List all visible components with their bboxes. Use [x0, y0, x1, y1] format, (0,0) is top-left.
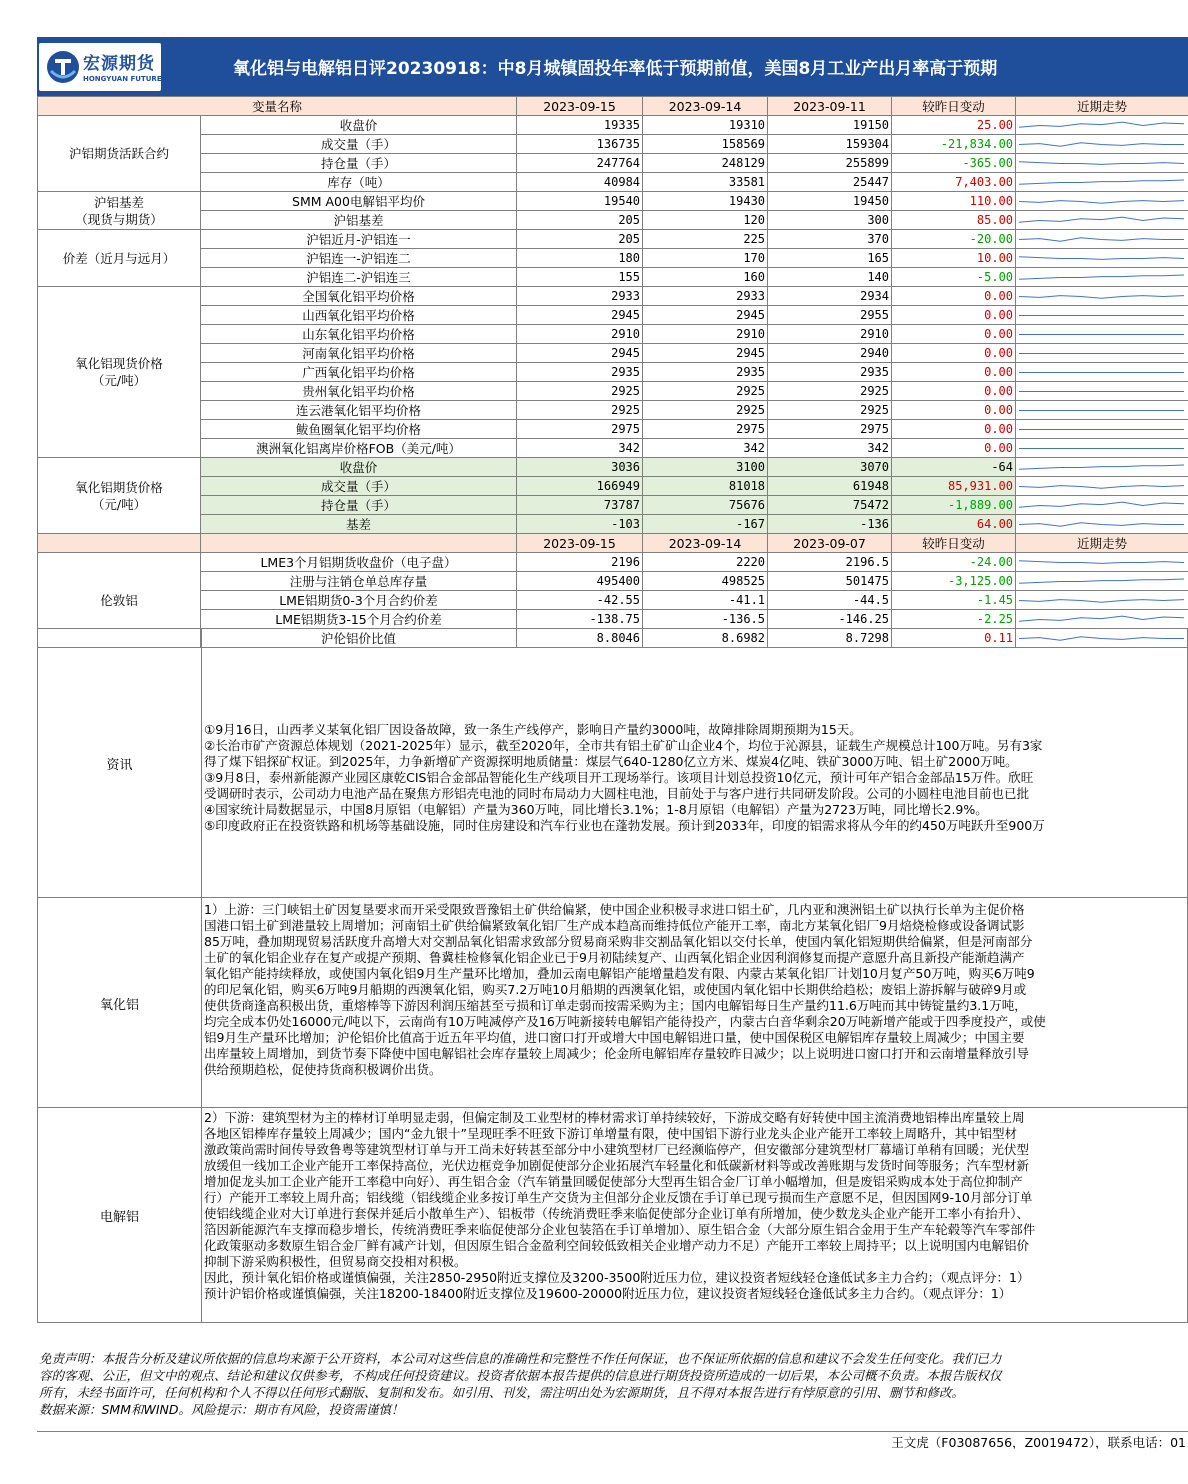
- news-text: [204, 722, 1187, 834]
- sparkline-icon: [1016, 516, 1187, 533]
- company-logo: [39, 43, 167, 91]
- trend-sparkline: [1016, 211, 1188, 230]
- daily-change: 64.00: [892, 515, 1016, 534]
- variable-name: 山东氧化铝平均价格: [201, 325, 517, 344]
- category-cell: [38, 287, 201, 458]
- text-line: ⑤印度政府正在投资铁路和机场等基础设施，同时住房建设和汽车行业也在蓬勃发展。预计到2033年，印度的铝需求将从今年的约450万吨跃升至900万: [204, 818, 1045, 833]
- text-line: ②长治市矿产资源总体规划（2021-2025年）显示，截至2020年，全市共有铝土矿矿山企业4个，均位于沁源县，证载生产规模总计100万吨。另有3家: [204, 738, 1043, 753]
- variable-name: 沪铝连一-沪铝连二: [201, 249, 517, 268]
- category-label: 价差（近月与远月）: [62, 250, 176, 266]
- report-page: [37, 37, 1188, 1449]
- trend-sparkline: [1016, 420, 1188, 439]
- table-row: [38, 154, 1188, 173]
- trend-sparkline: [1016, 154, 1188, 173]
- value-earlier: 140: [768, 268, 892, 287]
- sparkline-icon: [1016, 611, 1187, 628]
- value-earlier: 255899: [768, 154, 892, 173]
- variable-name: 收盘价: [201, 116, 517, 135]
- variable-name: 成交量（手）: [201, 135, 517, 154]
- news-label: 资讯: [38, 629, 202, 897]
- trend-sparkline: [1016, 382, 1188, 401]
- value-current: 2945: [517, 306, 643, 325]
- value-previous: 225: [643, 230, 768, 249]
- value-current: 40984: [517, 173, 643, 192]
- sparkline-icon: [1016, 117, 1187, 134]
- table-row: [38, 515, 1188, 534]
- logo-chinese-name: 宏源期货: [83, 54, 155, 74]
- variable-name: 沪伦铝价比值: [201, 629, 517, 648]
- value-previous: 120: [643, 211, 768, 230]
- text-line: 激政策尚需时间传导致鲁粤等建筑型材订单与开工尚未好转甚至部分中小建筑型材厂已经濒临停产，但安徽部分建筑型材厂幕墙订单稍有回暖；光伏型: [204, 1142, 1030, 1157]
- sparkline-icon: [1016, 136, 1187, 153]
- value-earlier: 19450: [768, 192, 892, 211]
- sparkline-icon: [1016, 250, 1187, 267]
- text-line: 受调研时表示，公司动力电池产品在聚焦方形铝壳电池的同时布局动力大圆柱电池，目前处于与客户进行共同研发阶段。公司的小圆柱电池目前也已批: [204, 786, 1030, 801]
- table-row: [38, 591, 1188, 610]
- trend-sparkline: [1016, 306, 1188, 325]
- text-line: 使铝线缆企业对大订单进行套保并延后小散单生产）、铝板带（传统消费旺季来临促使部分企业订单有所增加，使少数龙头企业产能开工率小有抬升）、: [204, 1206, 1030, 1221]
- sparkline-icon: [1016, 421, 1187, 438]
- value-previous: 2945: [643, 306, 768, 325]
- value-earlier: -146.25: [768, 610, 892, 629]
- table-row: [38, 173, 1188, 192]
- value-current: 19335: [517, 116, 643, 135]
- variable-name: 成交量（手）: [201, 477, 517, 496]
- table-row: [38, 344, 1188, 363]
- value-current: 2925: [517, 382, 643, 401]
- daily-change: -1,889.00: [892, 496, 1016, 515]
- text-line: 因此，预计氧化铝价格或谨慎偏强，关注2850-2950附近支撑位及3200-3500附近压力位，建议投资者短线轻仓逢低试多主力合约；（观点评分：1）: [204, 1270, 1030, 1285]
- category-cell: [38, 230, 201, 287]
- value-current: 342: [517, 439, 643, 458]
- daily-change: -64: [892, 458, 1016, 477]
- value-current: 2925: [517, 401, 643, 420]
- table-row: [38, 287, 1188, 306]
- trend-sparkline: [1016, 572, 1188, 591]
- text-line: 供给预期趋松，促使持货商积极调价出货。: [204, 1062, 442, 1077]
- value-earlier: 2910: [768, 325, 892, 344]
- table-row: [38, 230, 1188, 249]
- trend-sparkline: [1016, 401, 1188, 420]
- value-earlier: 2196.5: [768, 553, 892, 572]
- variable-name: 山西氧化铝平均价格: [201, 306, 517, 325]
- value-current: 247764: [517, 154, 643, 173]
- text-line: ①9月16日，山西孝义某氧化铝厂因设备故障，致一条生产线停产，影响日产量约3000吨，故障排除周期预期为15天。: [204, 722, 862, 737]
- value-current: 3036: [517, 458, 643, 477]
- value-current: 19540: [517, 192, 643, 211]
- table-row: [38, 116, 1188, 135]
- text-line: 预计沪铝价格或谨慎偏强，关注18200-18400附近支撑位及19600-20000附近压力位，建议投资者短线轻仓逢低试多主力合约。（观点评分：1）: [204, 1286, 1012, 1301]
- trend-sparkline: [1016, 439, 1188, 458]
- value-current: 2933: [517, 287, 643, 306]
- daily-change: -365.00: [892, 154, 1016, 173]
- sparkline-icon: [1016, 307, 1187, 324]
- trend-sparkline: [1016, 344, 1188, 363]
- table-row: [38, 477, 1188, 496]
- category-label: 氧化铝现货价格: [75, 356, 163, 371]
- text-line: 土矿的氧化铝企业存在复产或提产预期、鲁冀桂检修氧化铝企业已于9月初陆续复产、山西氧化铝企业因利润修复而提产意愿升高且新投产能渐趋满产: [204, 950, 1025, 965]
- text-line: 铝9月生产量环比增加；沪伦铝价比值高于近五年平均值，进口窗口打开或增大中国电解铝进口量，使中国保税区电解铝库存量较上周减少；中国主要: [204, 1030, 1025, 1045]
- text-line: 放缓但一线加工企业产能开工率保持高位，光伏边框竞争加剧促使部分企业拓展汽车轻量化和低碳新材料等或改善账期与发货时间等服务；汽车型材新: [204, 1158, 1030, 1173]
- table-row: [38, 610, 1188, 629]
- sparkline-icon: [1016, 459, 1187, 476]
- hongyuan-logo-icon: [45, 49, 81, 85]
- value-previous: 2975: [643, 420, 768, 439]
- text-line: 免责声明：本报告分析及建议所依据的信息均来源于公开资料，本公司对这些信息的准确性和完整性不作任何保证，也不保证所依据的信息和建议不会发生任何变化。我们已力: [39, 1351, 1002, 1366]
- trend-sparkline: [1016, 496, 1188, 515]
- text-line: 2）下游：建筑型材为主的棒材订单明显走弱，但偏定制及工业型材的棒材需求订单持续较好，下游成交略有好转使中国主流消费地铝棒出库量较上周: [204, 1110, 1025, 1125]
- news-section: [37, 628, 1188, 898]
- table-row: [38, 553, 1188, 572]
- trend-sparkline: [1016, 249, 1188, 268]
- daily-change: 0.00: [892, 420, 1016, 439]
- value-earlier: 159304: [768, 135, 892, 154]
- variable-name: 沪铝近月-沪铝连一: [201, 230, 517, 249]
- value-current: 166949: [517, 477, 643, 496]
- table-row: [38, 249, 1188, 268]
- sparkline-icon: [1016, 383, 1187, 400]
- daily-change: 0.00: [892, 382, 1016, 401]
- variable-name: 持仓量（手）: [201, 154, 517, 173]
- value-previous: -136.5: [643, 610, 768, 629]
- variable-name: 注册与注销仓单总库存量: [201, 572, 517, 591]
- variable-name: 贵州氧化铝平均价格: [201, 382, 517, 401]
- daily-change: -3,125.00: [892, 572, 1016, 591]
- text-line: 所有，未经书面许可，任何机构和个人不得以任何形式翻版、复制和发布。如引用、刊发，需注明出处为宏源期货，且不得对本报告进行有悖原意的引用、删节和修改。: [39, 1385, 965, 1400]
- trend-sparkline: [1016, 192, 1188, 211]
- trend-sparkline: [1016, 515, 1188, 534]
- value-earlier: 2935: [768, 363, 892, 382]
- trend-sparkline: [1016, 458, 1188, 477]
- text-line: 出库量较上周增加，到货节奏下降使中国电解铝社会库存量较上周减少；伦金所电解铝库存量较昨日减少；以上说明进口窗口打开和云南增量释放引导: [204, 1046, 1030, 1061]
- value-earlier: 2925: [768, 382, 892, 401]
- text-line: ③9月8日，泰州新能源产业园区康乾CIS铝合金部品智能化生产线项目开工现场举行。该项目计划总投资10亿元，预计可年产铝合金部品15万件。欣旺: [204, 770, 1034, 785]
- value-previous: 3100: [643, 458, 768, 477]
- value-previous: 2220: [643, 553, 768, 572]
- value-current: 495400: [517, 572, 643, 591]
- sparkline-icon: [1016, 497, 1187, 514]
- value-previous: 8.6982: [643, 629, 768, 648]
- sparkline-icon: [1016, 231, 1187, 248]
- value-previous: 170: [643, 249, 768, 268]
- value-earlier: 3070: [768, 458, 892, 477]
- col-header: 近期走势: [1016, 534, 1188, 553]
- col-header: 2023-09-07: [768, 534, 892, 553]
- text-line: 得了煤下铝探矿权证。到2025年，力争新增矿产资源探明地质储量：煤层气640-1280亿立方米、煤炭4亿吨、铁矿3000万吨、铝土矿2000万吨。: [204, 754, 1018, 769]
- daily-change: -1.45: [892, 591, 1016, 610]
- category-cell: [38, 116, 201, 192]
- category-label: （现货与期货）: [75, 211, 163, 227]
- trend-sparkline: [1016, 363, 1188, 382]
- col-header-variable: 变量名称: [38, 97, 517, 116]
- value-earlier: 2934: [768, 287, 892, 306]
- daily-change: 0.00: [892, 287, 1016, 306]
- daily-change: 0.00: [892, 306, 1016, 325]
- daily-change: -5.00: [892, 268, 1016, 287]
- sparkline-icon: [1016, 174, 1187, 191]
- daily-change: -21,834.00: [892, 135, 1016, 154]
- daily-change: -24.00: [892, 553, 1016, 572]
- daily-change: 0.00: [892, 363, 1016, 382]
- variable-name: 河南氧化铝平均价格: [201, 344, 517, 363]
- value-earlier: 300: [768, 211, 892, 230]
- table-row: [38, 363, 1188, 382]
- sparkline-icon: [1016, 345, 1187, 362]
- daily-change: 0.00: [892, 439, 1016, 458]
- report-title: 氧化铝与电解铝日评20230918：中8月城镇固投年率低于预期前值，美国8月工业产出月率高于预期: [233, 59, 998, 79]
- value-previous: 19310: [643, 116, 768, 135]
- variable-name: 库存（吨）: [201, 173, 517, 192]
- variable-name: 基差: [201, 515, 517, 534]
- table-row: [38, 420, 1188, 439]
- text-line: 85万吨，叠加期现贸易活跃度升高增大对交割品氧化铝需求致部分贸易商采购非交割品氧化铝以交付长单，使国内氧化铝短期供给偏紧，但是河南部分: [204, 934, 1033, 949]
- category-cell: [38, 458, 201, 534]
- col-header: 2023-09-15: [517, 534, 643, 553]
- value-earlier: 2975: [768, 420, 892, 439]
- trend-sparkline: [1016, 325, 1188, 344]
- col-header: 2023-09-15: [517, 97, 643, 116]
- sparkline-icon: [1016, 288, 1187, 305]
- sparkline-icon: [1016, 364, 1187, 381]
- report-header: [37, 37, 1188, 96]
- value-previous: 19430: [643, 192, 768, 211]
- daily-change: 7,403.00: [892, 173, 1016, 192]
- table-row: [38, 192, 1188, 211]
- disclaimer: [39, 1350, 1187, 1418]
- value-current: 2935: [517, 363, 643, 382]
- value-previous: -41.1: [643, 591, 768, 610]
- column-header-row: [38, 97, 1188, 116]
- column-header-row: [38, 534, 1188, 553]
- value-previous: -167: [643, 515, 768, 534]
- sparkline-icon: [1016, 592, 1187, 609]
- trend-sparkline: [1016, 116, 1188, 135]
- col-header: 2023-09-14: [643, 534, 768, 553]
- table-row: [38, 496, 1188, 515]
- daily-change: 0.11: [892, 629, 1016, 648]
- daily-change: 10.00: [892, 249, 1016, 268]
- table-row: [38, 572, 1188, 591]
- value-earlier: 2940: [768, 344, 892, 363]
- sparkline-icon: [1016, 554, 1187, 571]
- col-header-blank: [38, 534, 201, 553]
- category-cell: [38, 192, 201, 230]
- text-line: 数据来源：SMM和WIND。风险提示：期市有风险，投资需谨慎！: [39, 1402, 404, 1417]
- daily-change: 0.00: [892, 401, 1016, 420]
- text-line: 国港口铝土矿到港量较上周增加；河南铝土矿供给偏紧致氧化铝厂生产成本趋高而维持低位产能开工率，南北方某氧化铝厂9月焙烧检修或设备调试影: [204, 918, 1025, 933]
- value-earlier: 342: [768, 439, 892, 458]
- value-earlier: 25447: [768, 173, 892, 192]
- table-row: [38, 306, 1188, 325]
- daily-change: -2.25: [892, 610, 1016, 629]
- value-current: 205: [517, 211, 643, 230]
- variable-name: SMM A00电解铝平均价: [201, 192, 517, 211]
- variable-name: 广西氧化铝平均价格: [201, 363, 517, 382]
- variable-name: 澳洲氧化铝离岸价格FOB（美元/吨）: [201, 439, 517, 458]
- trend-sparkline: [1016, 591, 1188, 610]
- value-current: 136735: [517, 135, 643, 154]
- table-row: [38, 401, 1188, 420]
- variable-name: LME3个月铝期货收盘价（电子盘）: [201, 553, 517, 572]
- value-previous: 2935: [643, 363, 768, 382]
- divider: [37, 1431, 1188, 1432]
- daily-change: 0.00: [892, 325, 1016, 344]
- data-table-wrapper: [37, 96, 1188, 648]
- trend-sparkline: [1016, 477, 1188, 496]
- table-row: [38, 268, 1188, 287]
- sparkline-icon: [1016, 478, 1187, 495]
- daily-change: 0.00: [892, 344, 1016, 363]
- logo-english-name: HONGYUAN FUTURES: [83, 75, 167, 83]
- variable-name: 全国氧化铝平均价格: [201, 287, 517, 306]
- value-previous: 81018: [643, 477, 768, 496]
- table-row: [38, 458, 1188, 477]
- text-line: 1）上游：三门峡铝土矿因复垦要求而开采受限致晋豫铝土矿供给偏紧，使中国企业积极寻求进口铝土矿，几内亚和澳洲铝土矿以执行长单为主促价格: [204, 902, 1025, 917]
- daily-change: 25.00: [892, 116, 1016, 135]
- value-earlier: 165: [768, 249, 892, 268]
- variable-name: LME铝期货3-15个月合约价差: [201, 610, 517, 629]
- table-row: [38, 325, 1188, 344]
- text-line: 抑制下游采购积极性，但贸易商交投相对积极。: [204, 1254, 467, 1269]
- aluminium-label: 电解铝: [38, 1108, 202, 1322]
- table-row: [38, 211, 1188, 230]
- variable-name: 鲅鱼圈氧化铝平均价格: [201, 420, 517, 439]
- category-label: （元/吨）: [91, 373, 147, 388]
- category-label: 沪铝基差: [93, 194, 144, 210]
- daily-change: 85.00: [892, 211, 1016, 230]
- text-line: 使供货商逢高积极出货，重熔棒等下游因利润压缩甚至亏损和订单走弱而按需采购为主；国内电解铝每日生产量约11.6万吨而其中铸锭量约3.1万吨，: [204, 998, 1027, 1013]
- value-earlier: 61948: [768, 477, 892, 496]
- value-current: 73787: [517, 496, 643, 515]
- data-table: [37, 96, 1188, 648]
- alumina-label: 氧化铝: [38, 898, 202, 1108]
- value-earlier: 370: [768, 230, 892, 249]
- value-current: 2196: [517, 553, 643, 572]
- value-current: -138.75: [517, 610, 643, 629]
- value-current: -42.55: [517, 591, 643, 610]
- text-line: 的印尼氧化铝，购买6万吨9月船期的西澳氧化铝，购买7.2万吨10月船期的西澳氧化铝，或使国内氧化铝中长期供给趋松；废铝上游拆解与破碎9月或: [204, 982, 1027, 997]
- value-earlier: 2955: [768, 306, 892, 325]
- trend-sparkline: [1016, 553, 1188, 572]
- col-header: 较昨日变动: [892, 534, 1016, 553]
- value-previous: 75676: [643, 496, 768, 515]
- value-previous: 248129: [643, 154, 768, 173]
- value-current: 155: [517, 268, 643, 287]
- value-earlier: 2925: [768, 401, 892, 420]
- sparkline-icon: [1016, 155, 1187, 172]
- value-current: 2945: [517, 344, 643, 363]
- category-label: （元/吨）: [91, 496, 147, 512]
- value-previous: 158569: [643, 135, 768, 154]
- value-earlier: 19150: [768, 116, 892, 135]
- text-line: 化政策驱动多数原生铝合金厂鲜有减产计划，但因原生铝合金盈利空间较低致相关企业增产动力不足）产能开工率较上周持平；以上说明国内电解铝价: [204, 1238, 1030, 1253]
- value-current: -103: [517, 515, 643, 534]
- variable-name: 持仓量（手）: [201, 496, 517, 515]
- variable-name: 收盘价: [201, 458, 517, 477]
- value-earlier: 75472: [768, 496, 892, 515]
- value-previous: 498525: [643, 572, 768, 591]
- category-label: 伦敦铝: [100, 592, 138, 608]
- alumina-text: [204, 902, 1187, 1078]
- sparkline-icon: [1016, 440, 1187, 457]
- value-current: 180: [517, 249, 643, 268]
- text-line: 行）产能开工率较上周升高；铝线缆（铝线缆企业多按订单生产交货为主但部分企业反馈在手订单已现亏损而生产意愿不足，但因国网9-10月部分订单: [204, 1190, 1033, 1205]
- table-row: [38, 135, 1188, 154]
- variable-name: LME铝期货0-3个月合约价差: [201, 591, 517, 610]
- variable-name: 连云港氧化铝平均价格: [201, 401, 517, 420]
- text-line: 增加促龙头加工企业产能开工率稳中向好）、再生铝合金（汽车销量回暖促使部分大型再生铝合金厂订单小幅增加，但是废铝采购成本处于高位抑制产: [204, 1174, 1023, 1189]
- value-earlier: 501475: [768, 572, 892, 591]
- text-line: 各地区铝棒库存量较上周减少；国内“金九银十”呈现旺季不旺致下游订单增量有限，使中国铝下游行业龙头企业产能开工率较上周略升，其中铝型材: [204, 1126, 1017, 1141]
- trend-sparkline: [1016, 135, 1188, 154]
- text-line: ④国家统计局数据显示，中国8月原铝（电解铝）产量为360万吨，同比增长3.1%；1-8月原铝（电解铝）产量为2723万吨，同比增长2.9%。: [204, 802, 988, 817]
- sparkline-icon: [1016, 193, 1187, 210]
- sparkline-icon: [1016, 326, 1187, 343]
- value-previous: 33581: [643, 173, 768, 192]
- aluminium-section: [37, 1107, 1188, 1323]
- value-current: 205: [517, 230, 643, 249]
- trend-sparkline: [1016, 268, 1188, 287]
- col-header: 2023-09-11: [768, 97, 892, 116]
- col-header: 较昨日变动: [892, 97, 1016, 116]
- value-current: 2975: [517, 420, 643, 439]
- sparkline-icon: [1016, 269, 1187, 286]
- variable-name: 沪铝连二-沪铝连三: [201, 268, 517, 287]
- trend-sparkline: [1016, 230, 1188, 249]
- value-previous: 2925: [643, 401, 768, 420]
- text-line: 容的客观、公正，但文中的观点、结论和建议仅供参考，不构成任何投资建议。投资者依据本报告提供的信息进行期货投资所造成的一切后果，本公司概不负责。本报告版权仅: [39, 1368, 1002, 1383]
- table-row: [38, 439, 1188, 458]
- value-previous: 2945: [643, 344, 768, 363]
- text-line: 箔因新能源汽车支撑而稳步增长，传统消费旺季来临促使部分企业包装箔在手订单增加）、原生铝合金（大部分原生铝合金用于生产车轮毂等汽车零部件: [204, 1222, 1036, 1237]
- sparkline-icon: [1016, 212, 1187, 229]
- value-current: 8.8046: [517, 629, 643, 648]
- table-row: [38, 382, 1188, 401]
- value-earlier: -44.5: [768, 591, 892, 610]
- value-previous: 2925: [643, 382, 768, 401]
- analyst-info: 王文虎（F03087656，Z0019472），联系电话：01: [891, 1435, 1186, 1449]
- text-line: 均完全成本仍处16000元/吨以下，云南尚有10万吨减停产及16万吨新接转电解铝产能待投产，内蒙古白音华剩余20万吨新增产能或于四季度投产，或使: [204, 1014, 1046, 1029]
- value-previous: 2910: [643, 325, 768, 344]
- category-label: 沪铝期货活跃合约: [68, 146, 169, 161]
- col-header: 近期走势: [1016, 97, 1188, 116]
- value-earlier: 8.7298: [768, 629, 892, 648]
- value-previous: 342: [643, 439, 768, 458]
- trend-sparkline: [1016, 173, 1188, 192]
- alumina-section: [37, 897, 1188, 1108]
- trend-sparkline: [1016, 287, 1188, 306]
- value-previous: 160: [643, 268, 768, 287]
- trend-sparkline: [1016, 610, 1188, 629]
- variable-name: 沪铝基差: [201, 211, 517, 230]
- daily-change: 110.00: [892, 192, 1016, 211]
- sparkline-icon: [1016, 573, 1187, 590]
- text-line: 氧化铝产能持续释放，或使国内氧化铝9月生产量环比增加，叠加云南电解铝产能增量趋发有限、内蒙古某氧化铝厂计划10月复产50万吨，购买6万吨9: [204, 966, 1035, 981]
- category-label: 氧化铝期货价格: [75, 479, 163, 495]
- col-header-blank: [201, 534, 517, 553]
- value-current: 2910: [517, 325, 643, 344]
- daily-change: 85,931.00: [892, 477, 1016, 496]
- value-earlier: -136: [768, 515, 892, 534]
- col-header: 2023-09-14: [643, 97, 768, 116]
- sparkline-icon: [1016, 402, 1187, 419]
- daily-change: -20.00: [892, 230, 1016, 249]
- value-previous: 2933: [643, 287, 768, 306]
- aluminium-text: [204, 1110, 1187, 1302]
